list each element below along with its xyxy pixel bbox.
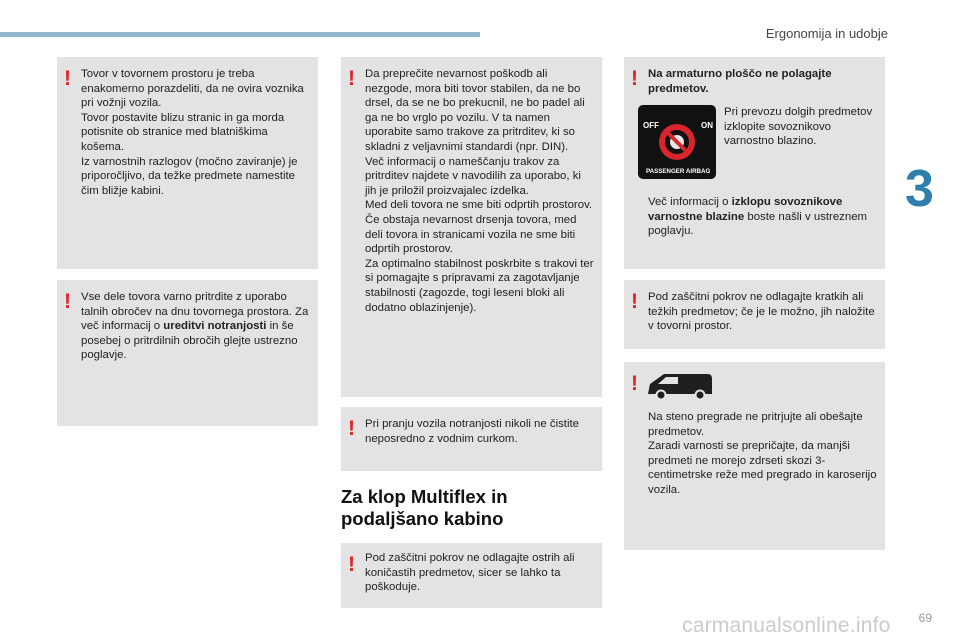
warning-icon: ! [64, 67, 71, 90]
paragraph: Če obstaja nevarnost drsenja tovora, med deli tovora in stranicami vozila ne sme biti odprtih prostorov. [365, 213, 577, 256]
paragraph: Da preprečite nevarnost poškodb ali nezgode, mora biti tovor stabilen, da ne bo drsel, da se ne bo prekucnil, ne bo padel ali ga ne bo vrglo po vozilu. V ta namen uporabite samo trakove za pritrditev, ki so skladni z veljavnimi standardi (npr. DIN). [365, 68, 585, 153]
warning-text: Pod zaščitni pokrov ne odlagajte kratkih ali težkih predmetov; če je le možno, jih naložite v tovorni prostor. [648, 291, 875, 333]
paragraph: Iz varnostnih razlogov (močno zaviranje) je priporočljivo, da težke predmete namestite čim bližje kabini. [81, 155, 298, 197]
paragraph: Med deli tovora ne sme biti odprtih prostorov. [365, 199, 593, 212]
page-header-title: Ergonomija in udobje [765, 26, 888, 41]
chapter-number: 3 [905, 160, 934, 218]
warning-box-secure-load [57, 280, 318, 426]
warning-box-cleaning [341, 407, 602, 471]
warning-text [81, 67, 310, 198]
airbag-off-label: OFF [643, 121, 659, 130]
warning-box-prevent-damage [341, 57, 602, 397]
warning-icon: ! [631, 290, 638, 313]
van-icon [644, 370, 716, 404]
warning-box-partition [624, 362, 885, 550]
paragraph: Na steno pregrade ne pritrjujte ali obešajte predmetov. [648, 411, 863, 438]
paragraph: Več informacij o nameščanju trakov za pritrditev najdete v navodilih za uporabo, ki jih je priložil proizvajalec izdelka. [365, 155, 581, 197]
paragraph: Zaradi varnosti se prepričajte, da manjši predmeti ne morejo zdrseti skozi 3-centimetrske reže med pregrado in karoserijo vozila. [648, 440, 877, 496]
warning-text: Pri pranju vozila notranjosti nikoli ne čistite neposredno z vodnim curkom. [365, 418, 579, 445]
warning-icon: ! [348, 417, 355, 440]
warning-icon: ! [348, 553, 355, 576]
paragraph: Tovor postavite blizu stranic in ga morda potisnite ob stranice med blatniškima košema. [81, 111, 285, 153]
warning-box-multiflex [341, 543, 602, 608]
warning-icon: ! [631, 67, 638, 90]
watermark-text: carmanualsonline.info [682, 614, 891, 637]
warning-box-heavy-items [624, 280, 885, 349]
section-title: Za klop Multiflex in podaljšano kabino [341, 486, 508, 529]
warning-icon: ! [348, 67, 355, 90]
paragraph: Za optimalno stabilnost poskrbite s trakovi ter si pomagajte s pripravami za zagotavljanje stabilnosti (zagozde, togi leseni bloki ali dodatno oblazinjenje). [365, 257, 594, 314]
paragraph: Tovor v tovornem prostoru je treba enakomerno porazdeliti, da ne ovira voznika pri vožnji vozila. [81, 68, 304, 110]
airbag-label: PASSENGER AIRBAG [646, 168, 711, 175]
warning-text: Vse dele tovora varno pritrdite z uporabo talnih obročev na dnu tovornega prostora. Za več informacij o ureditvi notranjosti in še posebej o pritrdilnih obročih glejte ustrezno poglavje. [81, 291, 309, 362]
page-number: 69 [918, 611, 932, 625]
more-info-text: Več informacij o izklopu sovoznikove varnostne blazine boste našli v ustreznem poglavju. [648, 196, 868, 238]
warning-text [365, 67, 594, 315]
airbag-note: Pri prevozu dolgih predmetov izklopite sovoznikovo varnostno blazino. [724, 106, 873, 148]
warning-box-load-position [57, 57, 318, 269]
airbag-on-label: ON [701, 121, 713, 130]
warning-icon: ! [64, 290, 71, 313]
bold-reference: izklopu sovoznikove varnostne blazine [648, 196, 843, 223]
passenger-airbag-off-icon [638, 105, 716, 179]
header-bar [0, 32, 480, 37]
warning-icon: ! [631, 372, 638, 395]
warning-box-dashboard [624, 57, 885, 269]
warning-text [648, 410, 877, 498]
warning-text: Pod zaščitni pokrov ne odlagajte ostrih ali koničastih predmetov, sicer se lahko ta poškoduje. [365, 552, 575, 594]
bold-reference: ureditvi notranjosti [163, 320, 267, 333]
warning-title: Na armaturno ploščo ne polagajte predmetov. [648, 68, 832, 95]
